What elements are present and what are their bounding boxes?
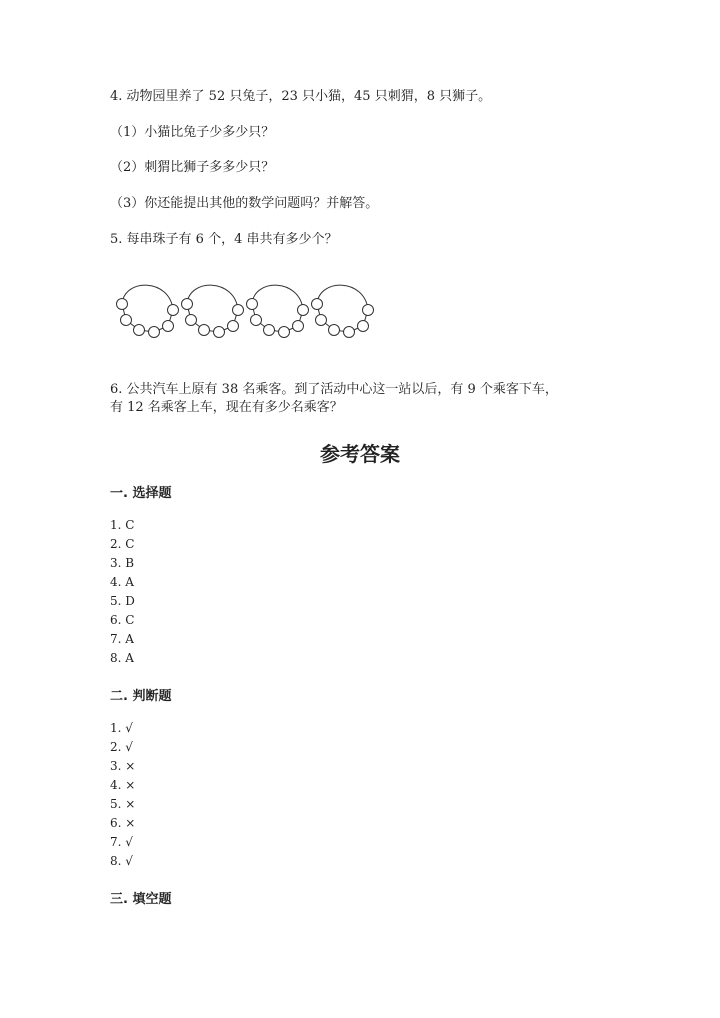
bead: [121, 315, 132, 326]
bead: [329, 325, 340, 336]
answers-title: 参考答案: [320, 442, 400, 466]
answer-item: 1. C: [110, 518, 135, 532]
bead: [182, 299, 193, 310]
question-6-line-1: 6. 公共汽车上原有 38 名乘客。到了活动中心这一站以后，有 9 个乘客下车，: [110, 382, 558, 397]
section-1-heading: 一. 选择题: [110, 486, 172, 501]
bead: [293, 321, 304, 332]
question-4-sub-1: （1）小猫比兔子少多少只？: [110, 125, 275, 140]
bead-string: [247, 285, 309, 337]
bead: [168, 305, 179, 316]
bead-string: [182, 285, 244, 337]
bead: [344, 327, 355, 338]
bead: [363, 305, 374, 316]
question-5-text: 5. 每串珠子有 6 个，4 串共有多少个？: [110, 232, 338, 247]
bead: [279, 327, 290, 338]
question-4-text: 4. 动物园里养了 52 只兔子，23 只小猫，45 只刺猬，8 只狮子。: [110, 89, 492, 104]
bead: [264, 325, 275, 336]
string-line: [122, 285, 173, 310]
string-line: [187, 285, 238, 310]
bead: [149, 327, 160, 338]
question-4-sub-3: （3）你还能提出其他的数学问题吗？并解答。: [110, 196, 379, 211]
bead: [358, 321, 369, 332]
answer-item: 6. ×: [110, 816, 136, 830]
bead: [214, 327, 225, 338]
bead: [233, 305, 244, 316]
bead: [163, 321, 174, 332]
bead: [117, 299, 128, 310]
section-1-answer-list: [110, 516, 135, 668]
section-3-heading: 三. 填空题: [110, 892, 172, 907]
answer-item: 2. √: [110, 740, 133, 754]
answer-item: 7. A: [110, 632, 134, 646]
bead: [251, 315, 262, 326]
bead: [134, 325, 145, 336]
bead-strings-illustration: [110, 282, 380, 344]
bead-string: [312, 285, 374, 337]
section-2-answer-list: [110, 719, 135, 871]
bead: [312, 299, 323, 310]
answer-item: 3. B: [110, 556, 135, 570]
answer-item: 5. ×: [110, 797, 136, 811]
answer-item: 3. ×: [110, 759, 136, 773]
answer-item: 1. √: [110, 721, 133, 735]
bead: [199, 325, 210, 336]
string-line: [252, 285, 303, 310]
answer-item: 5. D: [110, 594, 135, 608]
answer-item: 6. C: [110, 613, 135, 627]
answer-item: 8. A: [110, 651, 134, 665]
bead: [316, 315, 327, 326]
bead: [298, 305, 309, 316]
answer-item: 4. ×: [110, 778, 136, 792]
bead: [228, 321, 239, 332]
bead: [247, 299, 258, 310]
bead: [186, 315, 197, 326]
section-2-heading: 二. 判断题: [110, 689, 172, 704]
question-6-line-2: 有 12 名乘客上车，现在有多少名乘客？: [110, 400, 343, 415]
answer-item: 7. √: [110, 835, 133, 849]
answer-item: 4. A: [110, 575, 134, 589]
bead-string: [117, 285, 179, 337]
string-line: [317, 285, 368, 310]
answer-item: 8. √: [110, 854, 133, 868]
question-4-sub-2: （2）刺猬比狮子多多少只？: [110, 160, 275, 175]
answer-item: 2. C: [110, 537, 135, 551]
